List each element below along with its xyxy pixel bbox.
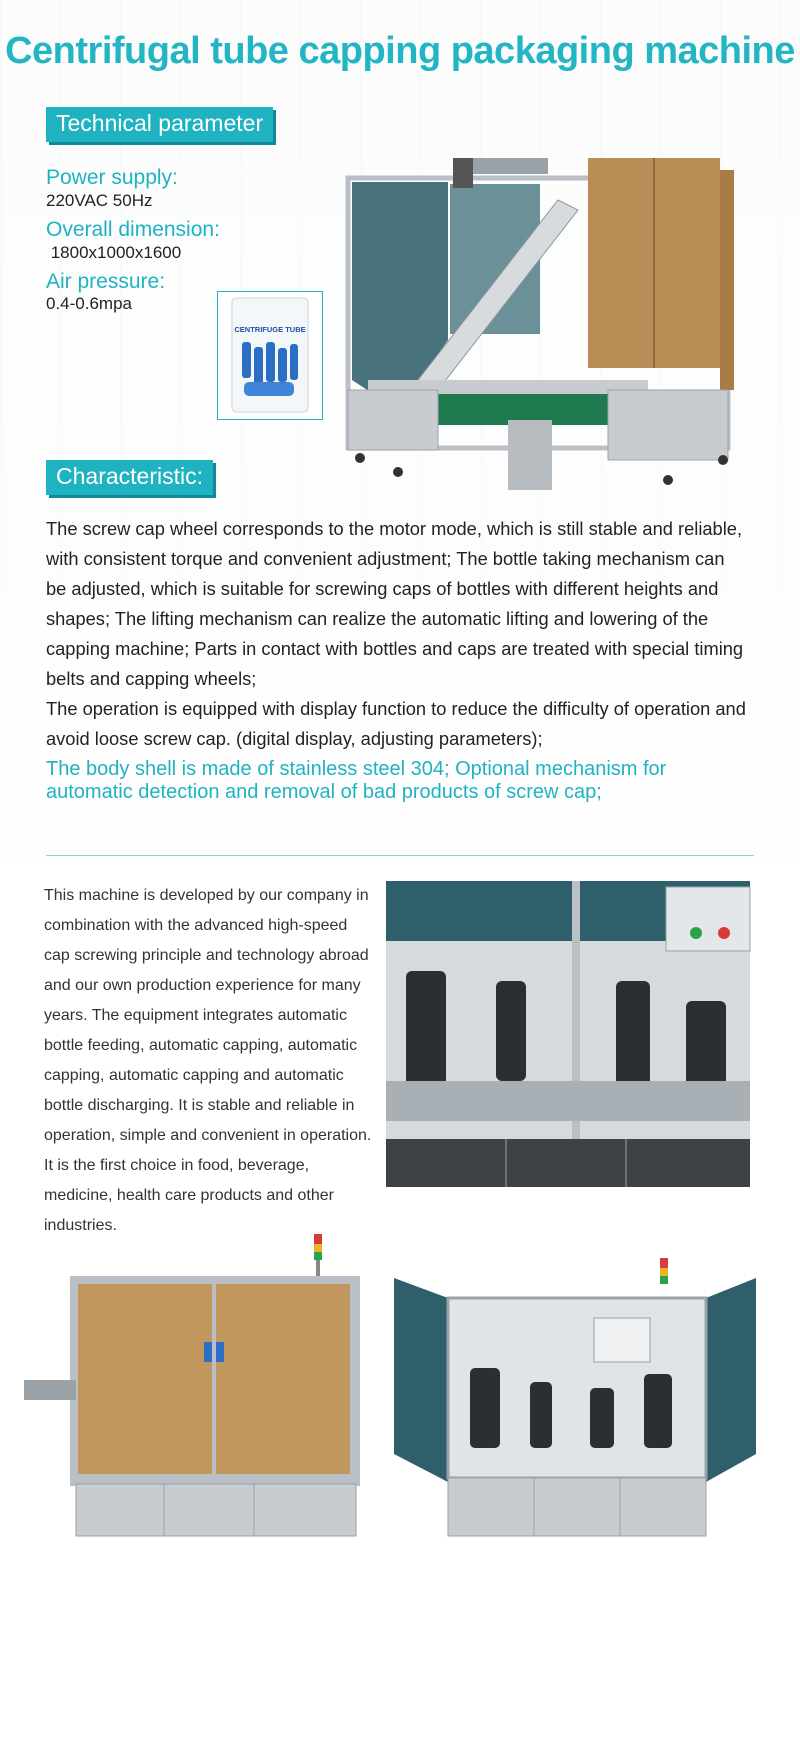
description-paragraph-1: The screw cap wheel corresponds to the motor mode, which is still stable and reliable, with consistent torque and convenient adjustment; The bottle taking mechanism can be adjusted, which is suitable for screwing caps of bottles with different heights and shapes; The lifting mechanism can realize the automatic lifting and lowering of the capping machine; Parts in contact with bottles and caps are treated with special timing belts and capping wheels; bbox=[46, 518, 744, 689]
air-pressure-label: Air pressure: bbox=[46, 270, 166, 293]
overall-dimension-value: 1800x1000x1600 bbox=[46, 243, 182, 262]
description-highlight: The body shell is made of stainless steel 304; Optional mechanism for automatic detection and removal of bad products of screw cap; bbox=[46, 758, 667, 803]
machine-main-image bbox=[338, 150, 738, 500]
description-paragraph-2: The operation is equipped with display function to reduce the difficulty of operation and avoid loose screw cap. (digital display, adjusting parameters); bbox=[46, 698, 746, 749]
bag-label: CENTRIFUGE TUBE bbox=[234, 325, 306, 334]
centrifuge-tube-bag-image bbox=[217, 291, 323, 420]
technical-parameter-tag: Technical parameter bbox=[46, 107, 273, 142]
intro-paragraph: This machine is developed by our company in combination with the advanced high-speed cap screwing principle and technology abroad and our own production experience for many years. The equipment integrates automatic bottle feeding, automatic capping, automatic capping, automatic capping and automatic bottle discharging. It is stable and reliable in operation, simple and convenient in operation. It is the first choice in food, beverage, medicine, health care products and other industries. bbox=[44, 887, 372, 1234]
power-supply-label: Power supply: bbox=[46, 166, 178, 189]
section-divider bbox=[46, 855, 754, 856]
characteristic-tag: Characteristic: bbox=[46, 460, 213, 495]
characteristic-description bbox=[46, 514, 746, 754]
machine-open-image bbox=[394, 1258, 756, 1548]
machine-interior-image bbox=[386, 881, 750, 1187]
machine-closed-image bbox=[24, 1232, 360, 1538]
air-pressure-value: 0.4-0.6mpa bbox=[46, 294, 132, 313]
page-title: Centrifugal tube capping packaging machine bbox=[5, 30, 795, 72]
power-supply-value: 220VAC 50Hz bbox=[46, 191, 153, 210]
overall-dimension-label: Overall dimension: bbox=[46, 218, 220, 241]
